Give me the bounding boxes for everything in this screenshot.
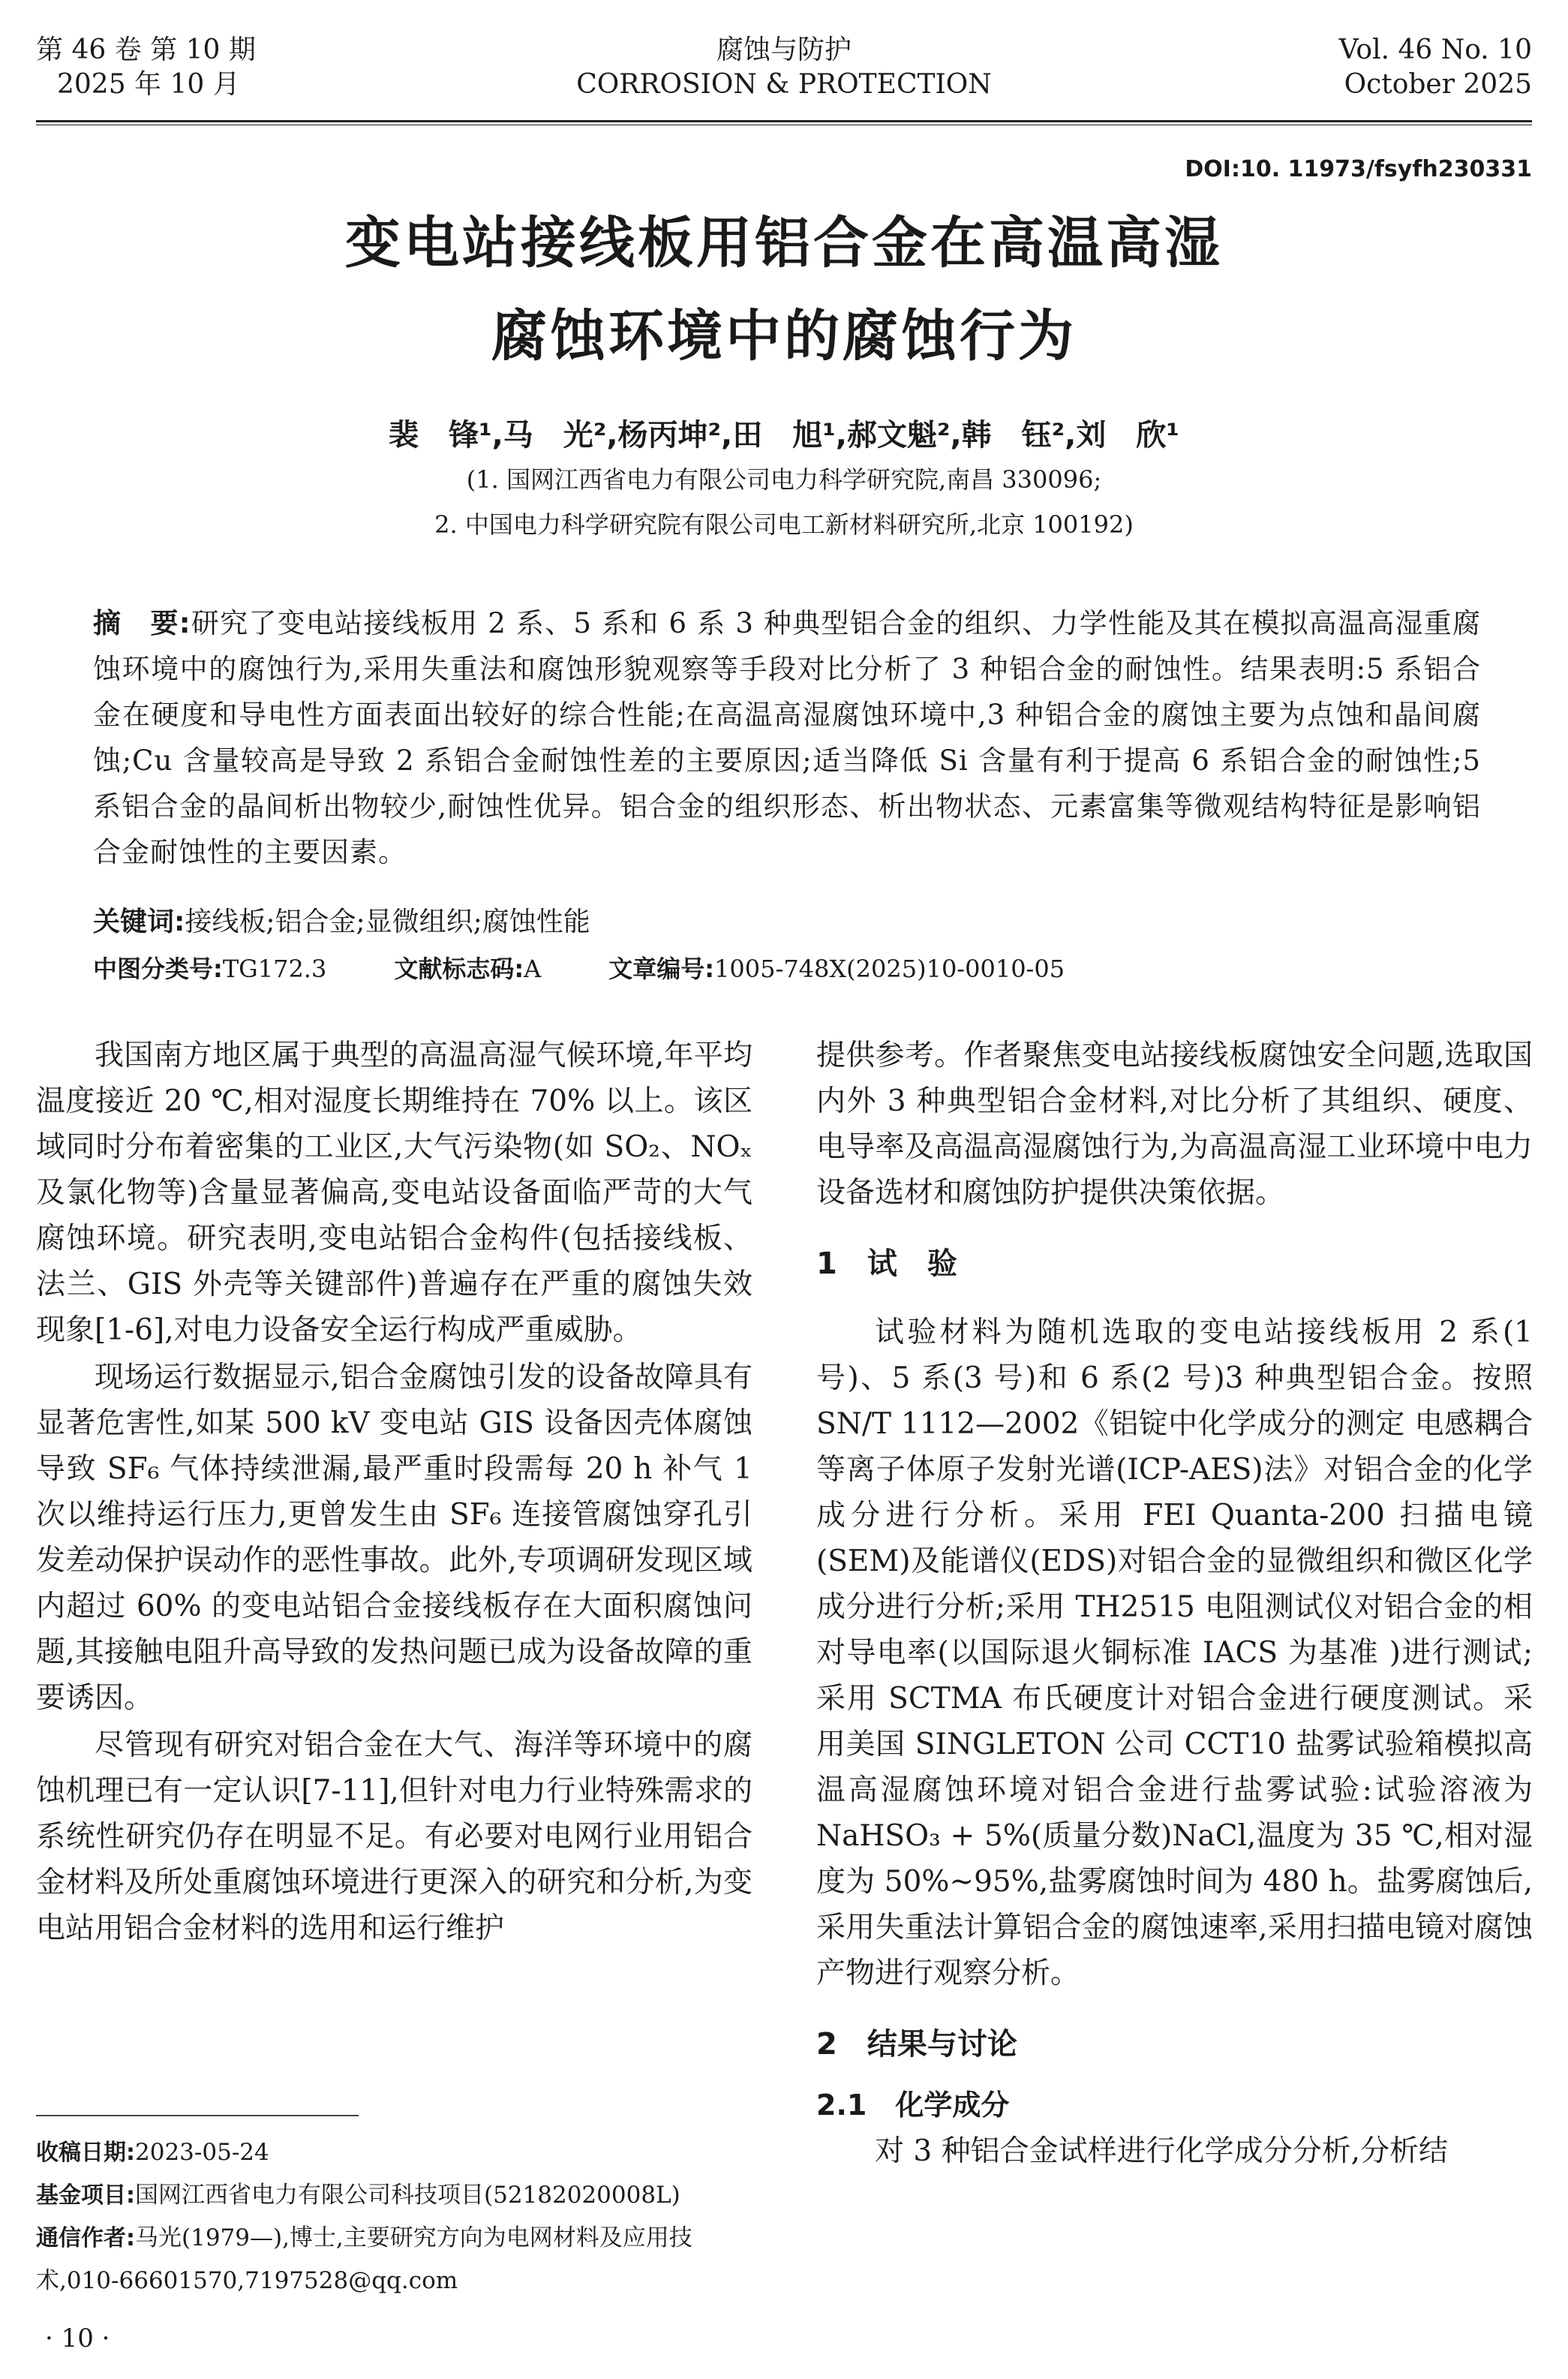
intro-paragraph-1: 我国南方地区属于典型的高温高湿气候环境,年平均温度接近 20 ℃,相对湿度长期维持在 70% 以上。该区域同时分布着密集的工业区,大气污染物(如 SO₂、NOₓ 及氯化物等)含量显著偏高,变电站设备面临严苛的大气腐蚀环境。研究表明,变电站铝合金构件(包括接线板、法兰、GIS 外壳等关键部件)普遍存在严重的腐蚀失效现象[1-6],对电力设备安全运行构成严重威胁。 <box>36 1039 752 1347</box>
received-value: 2023-05-24 <box>135 2139 269 2166</box>
section-2-heading: 2 结果与讨论 <box>816 2027 1017 2062</box>
article-no-value: 1005-748X(2025)10-0010-05 <box>714 955 1065 983</box>
chemistry-paragraph: 对 3 种铝合金试样进行化学成分分析,分析结 <box>875 2134 1449 2168</box>
abstract-label: 摘 要: <box>93 607 191 639</box>
issue-date: 2025 年 10 月 <box>57 69 240 100</box>
date-en: October 2025 <box>1344 69 1532 100</box>
volume-issue: 第 46 卷 第 10 期 <box>36 35 256 65</box>
corresponding-author <box>36 2217 752 2302</box>
classification <box>93 950 1065 985</box>
fund-label: 基金项目: <box>36 2182 135 2209</box>
doc-code-value: A <box>524 955 542 983</box>
doi: DOI:10. 11973/fsyfh230331 <box>1185 156 1532 182</box>
title-line-2: 腐蚀环境中的腐蚀行为 <box>491 304 1077 368</box>
intro-paragraph-3: 尽管现有研究对铝合金在大气、海洋等环境中的腐蚀机理已有一定认识[7-11],但针对电力行业特殊需求的系统性研究仍存在明显不足。有必要对电网行业用铝合金材料及所处重腐蚀环境进行更深入的研究和分析,为变电站用铝合金材料的选用和运行维护 <box>36 1728 752 1945</box>
experiment-paragraph: 试验材料为随机选取的变电站接线板用 2 系(1 号)、5 系(3 号)和 6 系(2 号)3 种典型铝合金。按照 SN/T 1112—2002《铝锭中化学成分的测定 电感耦合等离子体原子发射光谱(ICP-AES)法》对铝合金的化学成分进行分析。采用 FEI Quanta-200 扫描电镜(SEM)及能谱仪(EDS)对铝合金的显微组织和微区化学成分进行分析;采用 TH2515 电阻测试仪对铝合金的相对导电率(以国际退火铜标准 IACS 为基准 )进行测试;采用 SCTMA 布氏硬度计对铝合金进行硬度测试。采用美国 SINGLETON 公司 CCT10 盐雾试验箱模拟高温高湿腐蚀环境对铝合金进行盐雾试验:试验溶液为 NaHSO₃ + 5%(质量分数)NaCl,温度为 35 ℃,相对湿度为 50%~95%,盐雾腐蚀时间为 480 h。盐雾腐蚀后,采用失重法计算铝合金的腐蚀速率,采用扫描电镜对腐蚀产物进行观察分析。 <box>816 1316 1533 1990</box>
abstract-text: 研究了变电站接线板用 2 系、5 系和 6 系 3 种典型铝合金的组织、力学性能及其在模拟高温高湿重腐蚀环境中的腐蚀行为,采用失重法和腐蚀形貌观察等手段对比分析了 3 种铝合金的耐蚀性。结果表明:5 系铝合金在硬度和导电性方面表面出较好的综合性能;在高温高湿腐蚀环境中,3 种铝合金的腐蚀主要为点蚀和晶间腐蚀;Cu 含量较高是导致 2 系铝合金耐蚀性差的主要原因;适当降低 Si 含量有利于提高 6 系铝合金的耐蚀性;5 系铝合金的晶间析出物较少,耐蚀性优异。铝合金的组织形态、析出物状态、元素富集等微观结构特征是影响铝合金耐蚀性的主要因素。 <box>93 607 1481 868</box>
volume-no-en: Vol. 46 No. 10 <box>1338 35 1532 65</box>
abstract <box>93 600 1481 875</box>
received-date <box>36 2131 752 2174</box>
corr-value: 马光(1979—),博士,主要研究方向为电网材料及应用技术,010-66601570,7197528@qq.com <box>36 2224 692 2294</box>
affiliation-1: (1. 国网江西省电力有限公司电力科学研究院,南昌 330096; <box>466 465 1102 494</box>
keywords <box>93 901 590 939</box>
keywords-text: 接线板;铝合金;显微组织;腐蚀性能 <box>185 907 590 937</box>
intro-paragraph-4: 提供参考。作者聚焦变电站接线板腐蚀安全问题,选取国内外 3 种典型铝合金材料,对比分析了其组织、硬度、电导率及高温高湿腐蚀行为,为高温高湿工业环境中电力设备选材和腐蚀防护提供决策依据。 <box>816 1039 1533 1210</box>
section-1-heading: 1 试 验 <box>816 1247 957 1281</box>
keywords-label: 关键词: <box>93 907 185 937</box>
page-number: · 10 · <box>45 2323 110 2353</box>
header-rule <box>36 120 1532 122</box>
fund-value: 国网江西省电力有限公司科技项目(52182020008L) <box>135 2182 680 2209</box>
authors: 裴 锋¹,马 光²,杨丙坤²,田 旭¹,郝文魁²,韩 钰²,刘 欣¹ <box>389 418 1179 453</box>
title-line-1: 变电站接线板用铝合金在高温高湿 <box>345 211 1223 275</box>
section-2-1-heading: 2.1 化学成分 <box>816 2089 1010 2122</box>
journal-name-en: CORROSION & PROTECTION <box>576 69 992 100</box>
clc-label: 中图分类号: <box>93 955 223 983</box>
journal-volume-en <box>1339 33 1532 102</box>
article-no-label: 文章编号: <box>608 955 715 983</box>
journal-name-cn: 腐蚀与防护 <box>716 35 852 65</box>
doc-code-label: 文献标志码: <box>394 955 524 983</box>
clc-value: TG172.3 <box>222 955 327 983</box>
journal-name <box>0 33 1568 102</box>
corr-label: 通信作者: <box>36 2225 135 2251</box>
left-column <box>36 1033 752 1951</box>
right-column <box>816 1033 1533 2174</box>
footnotes <box>36 2131 752 2302</box>
intro-paragraph-2: 现场运行数据显示,铝合金腐蚀引发的设备故障具有显著危害性,如某 500 kV 变电站 GIS 设备因壳体腐蚀导致 SF₆ 气体持续泄漏,最严重时段需每 20 h 补气 1 次以维持运行压力,更曾发生由 SF₆ 连接管腐蚀穿孔引发差动保护误动作的恶性事故。此外,专项调研发现区域内超过 60% 的变电站铝合金接线板存在大面积腐蚀问题,其接触电阻升高导致的发热问题已成为设备故障的重要诱因。 <box>36 1361 752 1715</box>
received-label: 收稿日期: <box>36 2140 135 2166</box>
affiliation-2: 2. 中国电力科学研究院有限公司电工新材料研究所,北京 100192) <box>434 510 1134 539</box>
fund-project <box>36 2174 752 2217</box>
footnote-rule <box>36 2115 359 2116</box>
